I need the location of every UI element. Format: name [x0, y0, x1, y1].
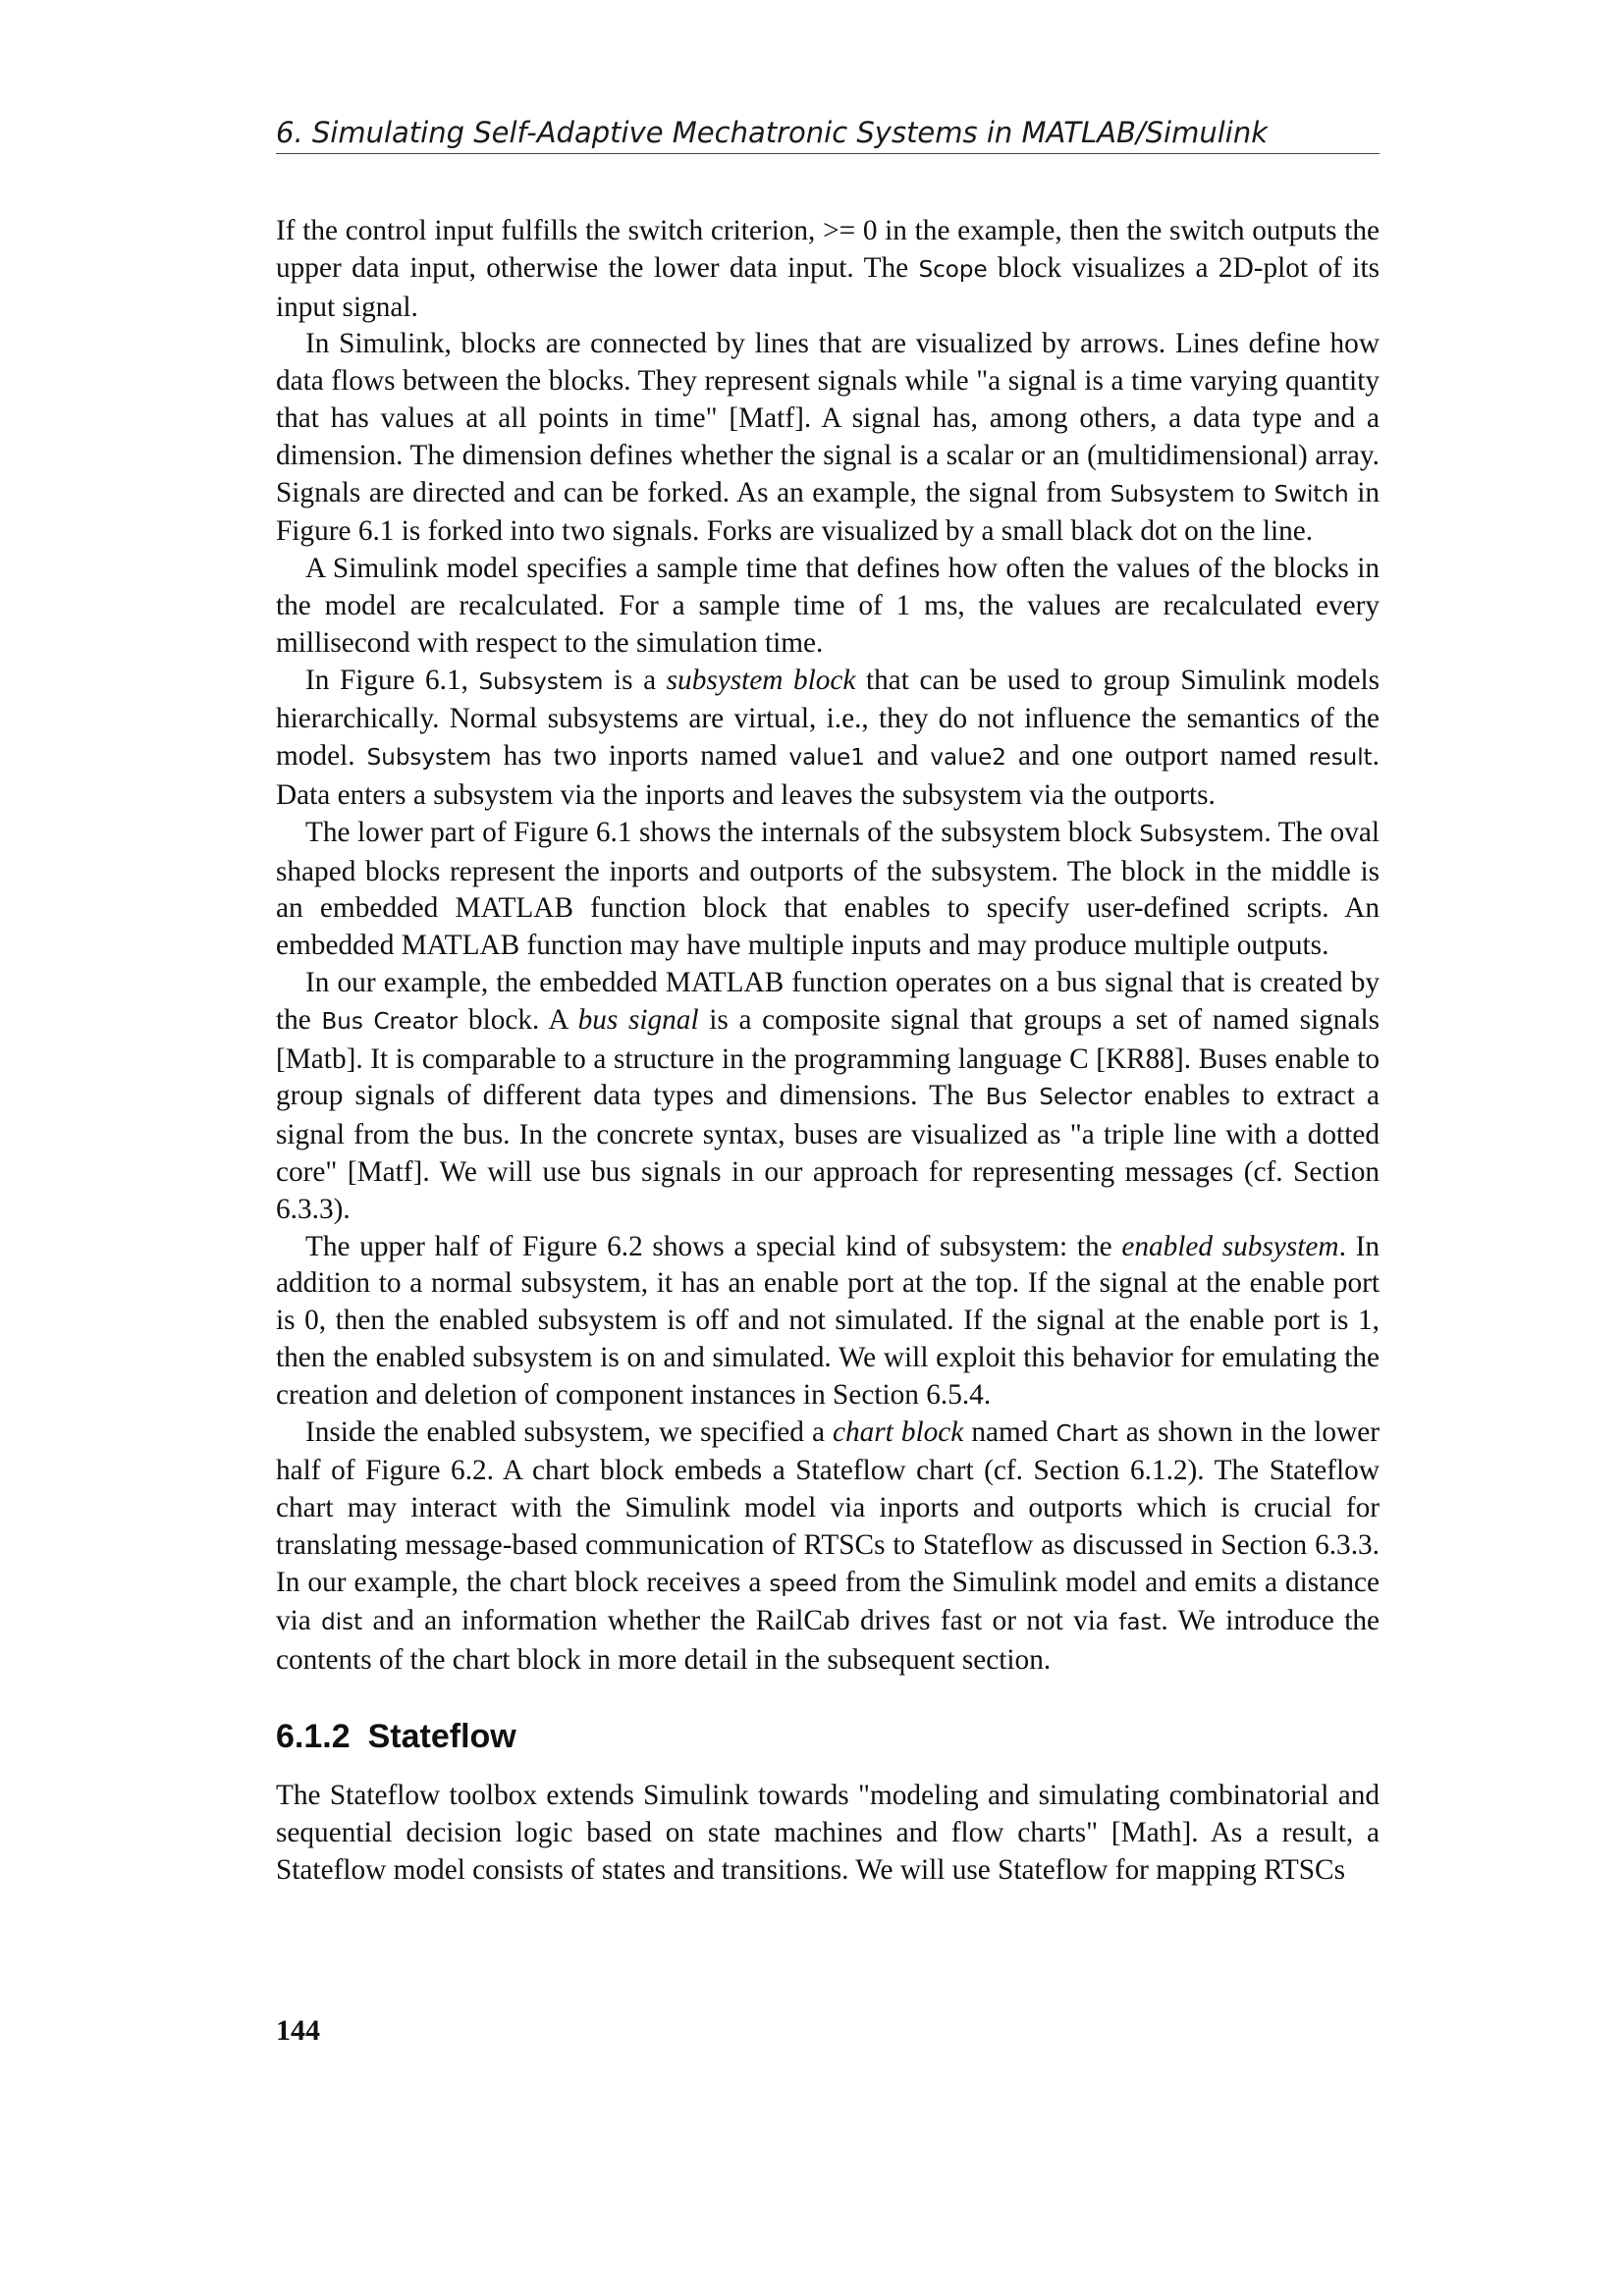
code-term: value2	[930, 745, 1006, 772]
code-term: Subsystem	[366, 745, 492, 772]
emphasis-term: chart block	[832, 1415, 964, 1448]
paragraph-2: In Simulink, blocks are connected by lines that are visualized by arrows. Lines define how data flows between the blocks. They represent signals while "a signal is a time varying quantity that has values at all points in time" [Matf]. A signal has, among others, a data type and a dimension. The dimension defines whether the signal is a scalar or an (multidimensional) array. Signals are directed and can be forked. As an example, the signal from Subsystem to Switch in Figure 6.1 is forked into two signals. Forks are visualized by a small black dot on the line.	[276, 328, 1380, 548]
paragraph-8: Inside the enabled subsystem, we specified a chart block named Chart as shown in the lower half of Figure 6.2. A chart block embeds a Stateflow chart (cf. Section 6.1.2). The Stateflow chart may interact with the Simulink model via inports and outports which is crucial for translating message-based communication of RTSCs to Stateflow as discussed in Section 6.3.3. In our example, the chart block receives a speed from the Simulink model and emits a distance via dist and an information whether the RailCab drives fast or not via fast. We introduce the contents of the chart block in more detail in the subsequent section.	[276, 1415, 1380, 1677]
code-term: Bus Selector	[985, 1085, 1132, 1111]
code-term: speed	[769, 1571, 838, 1597]
code-term: Bus Creator	[321, 1008, 459, 1035]
section-number: 6.1.2	[276, 1718, 351, 1756]
code-term: Subsystem	[478, 668, 604, 695]
code-term: value1	[788, 745, 865, 772]
code-term: Switch	[1273, 481, 1349, 507]
header-rule	[276, 153, 1380, 154]
body-text	[276, 213, 1380, 1889]
running-head: 6. Simulating Self-Adaptive Mechatronic Systems in MATLAB/Simulink	[276, 116, 1269, 149]
code-term: Subsystem	[1110, 481, 1235, 507]
paragraph-1: If the control input fulfills the switch criterion, >= 0 in the example, then the switch outputs the upper data input, otherwise the lower data input. The Scope block visualizes a 2D-plot of its input signal.	[276, 215, 1380, 323]
emphasis-term: enabled subsystem	[1121, 1230, 1339, 1262]
emphasis-term: bus signal	[577, 1003, 699, 1036]
code-term: Scope	[918, 256, 988, 283]
page-number: 144	[276, 2014, 320, 2047]
section-heading	[276, 1715, 1380, 1758]
paragraph-6: In our example, the embedded MATLAB function operates on a bus signal that is created by the Bus Creator block. A bus signal is a composite signal that groups a set of named signals [Matb]. It is comparable to a structure in the programming language C [KR88]. Buses enable to group signals of different data types and dimensions. The Bus Selector enables to extract a signal from the bus. In the concrete syntax, buses are visualized as "a triple line with a dotted core" [Matf]. We will use bus signals in our approach for representing messages (cf. Section 6.3.3).	[276, 966, 1380, 1225]
section-title: Stateflow	[367, 1718, 516, 1756]
paragraph-3: A Simulink model specifies a sample time that defines how often the values of the blocks in the model are recalculated. For a sample time of 1 ms, the values are recalculated every millisecond with respect to the simulation time.	[276, 553, 1380, 659]
emphasis-term: subsystem block	[666, 664, 856, 696]
paragraph-7: The upper half of Figure 6.2 shows a special kind of subsystem: the enabled subsystem. In addition to a normal subsystem, it has an enable port at the top. If the signal at the enable port is 0, then the enabled subsystem is off and not simulated. If the signal at the enable port is 1, then the enabled subsystem is on and simulated. We will exploit this behavior for emulating the creation and deletion of component instances in Section 6.5.4.	[276, 1230, 1380, 1411]
code-term: fast	[1118, 1610, 1162, 1636]
paragraph-4: In Figure 6.1, Subsystem is a subsystem block that can be used to group Simulink models hierarchically. Normal subsystems are virtual, i.e., they do not influence the semantics of the model. Subsystem has two inports named value1 and value2 and one outport named result. Data enters a subsystem via the inports and leaves the subsystem via the outports.	[276, 664, 1380, 811]
paragraph-9: The Stateflow toolbox extends Simulink towards "modeling and simulating combinatorial and sequential decision logic based on state machines and flow charts" [Math]. As a result, a Stateflow model consists of states and transitions. We will use Stateflow for mapping RTSCs	[276, 1780, 1380, 1886]
code-term: dist	[321, 1610, 363, 1636]
paragraph-5: The lower part of Figure 6.1 shows the internals of the subsystem block Subsystem. The oval shaped blocks represent the inports and outports of the subsystem. The block in the middle is an embedded MATLAB function block that enables to specify user-defined scripts. An embedded MATLAB function may have multiple inputs and may produce multiple outputs.	[276, 816, 1380, 962]
code-term: result	[1308, 745, 1373, 772]
code-term: Subsystem	[1139, 821, 1265, 847]
code-term: Chart	[1056, 1420, 1118, 1447]
